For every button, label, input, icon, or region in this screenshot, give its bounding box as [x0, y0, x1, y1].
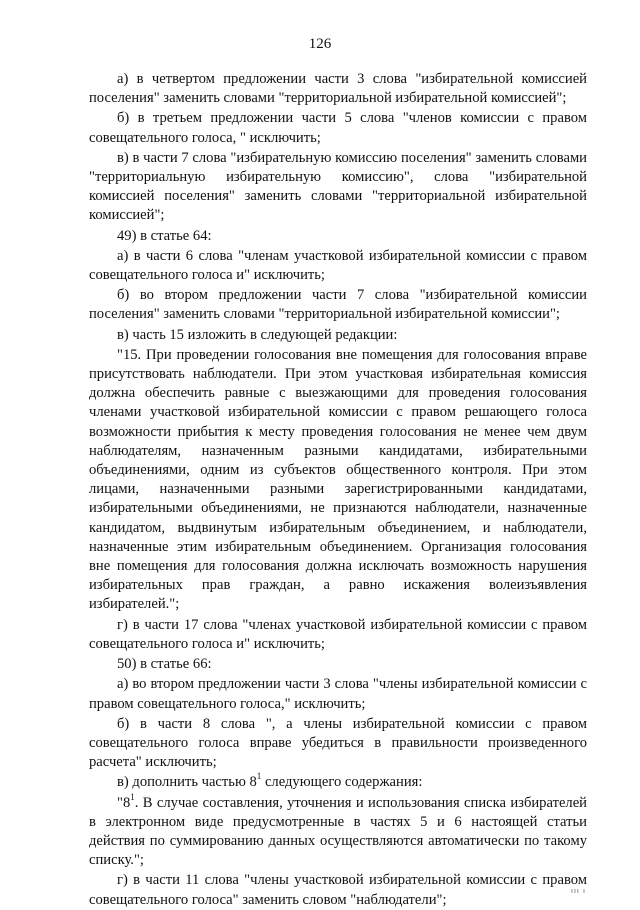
paragraph-8-quoted-part-15: "15. При проведении голосования вне помещения для голосования вправе присутствовать наблюдатели. При этом участковая избирательная комиссия должна обеспечить равные с выезжающими для проведения голосования членами участковой избирательной комиссии с правом решающего голоса возможности прибытия к месту проведения голосования не менее чем двум наблюдателям, назначенным разными кандидатами, избирательными объединениями, одним из субъектов общественного контроля. При этом лицами, назначенными разными зарегистрированными кандидатами, избирательными объединениями, не признаются наблюдатели, назначенные кандидатом, выдвинутым избирательным объединением, и наблюдатели, назначенные этим избирательным объединением. Организация голосования вне помещения для голосования должна исключать возможность нарушения избирательных прав граждан, а равно искажения волеизъявления избирателей.";: [89, 346, 587, 613]
paragraph-14-open: "8: [117, 794, 131, 811]
paragraph-3: в) в части 7 слова "избирательную комиссию поселения" заменить словами "территориальную избирательную комиссию", слова "избирательной комиссией поселения" заменить словами "территориальной избирательной комиссией";: [89, 149, 587, 224]
paragraph-5: а) в части 6 слова "членам участковой избирательной комиссии с правом совещательного голоса и" исключить;: [89, 247, 587, 284]
paragraph-12: б) в части 8 слова ", а члены избирательной комиссии с правом совещательного голоса вправе убедиться в правильности произведенного расчета" исключить;: [89, 715, 587, 771]
paragraph-14-quoted-part-8-1: [89, 791, 587, 871]
paragraph-7: в) часть 15 изложить в следующей редакции:: [117, 326, 398, 343]
paragraph-14-superscript: 1: [130, 791, 135, 802]
paragraph-15: г) в части 11 слова "члены участковой избирательной комиссии с правом совещательного голоса" заменить словом "наблюдатели";: [89, 872, 587, 908]
paragraph-14-after: . В случае составления, уточнения и использования списка избирателей в электронном виде предусмотренные в частях 5 и 6 настоящей статьи действия по суммированию данных осуществляются автоматически по такому списку.";: [89, 794, 587, 869]
paragraph-10: 50) в статье 66:: [117, 656, 212, 673]
paragraph-4: 49) в статье 64:: [117, 227, 212, 244]
paragraph-13: [89, 773, 587, 792]
document-body: [89, 70, 587, 910]
footer-mark: ııı ı: [571, 887, 587, 895]
paragraph-11: а) во втором предложении части 3 слова "члены избирательной комиссии с правом совещательного голоса," исключить;: [89, 676, 587, 712]
page-number: 126: [308, 36, 332, 52]
paragraph-2: б) в третьем предложении части 5 слова "членов комиссии с правом совещательного голоса, " исключить;: [89, 110, 587, 146]
paragraph-1: а) в четвертом предложении части 3 слова "избирательной комиссией поселения" заменить словами "территориальной избирательной комиссией";: [89, 71, 587, 107]
paragraph-13-after: следующего содержания:: [261, 774, 423, 791]
paragraph-6: б) во втором предложении части 7 слова "избирательной комиссии поселения" заменить словами "территориальной избирательной комиссии";: [89, 287, 587, 323]
paragraph-13-before: в) дополнить частью 8: [117, 774, 257, 791]
paragraph-9: г) в части 17 слова "членах участковой избирательной комиссии с правом совещательного голоса и" исключить;: [89, 616, 587, 652]
paragraph-13-superscript: 1: [256, 771, 262, 782]
